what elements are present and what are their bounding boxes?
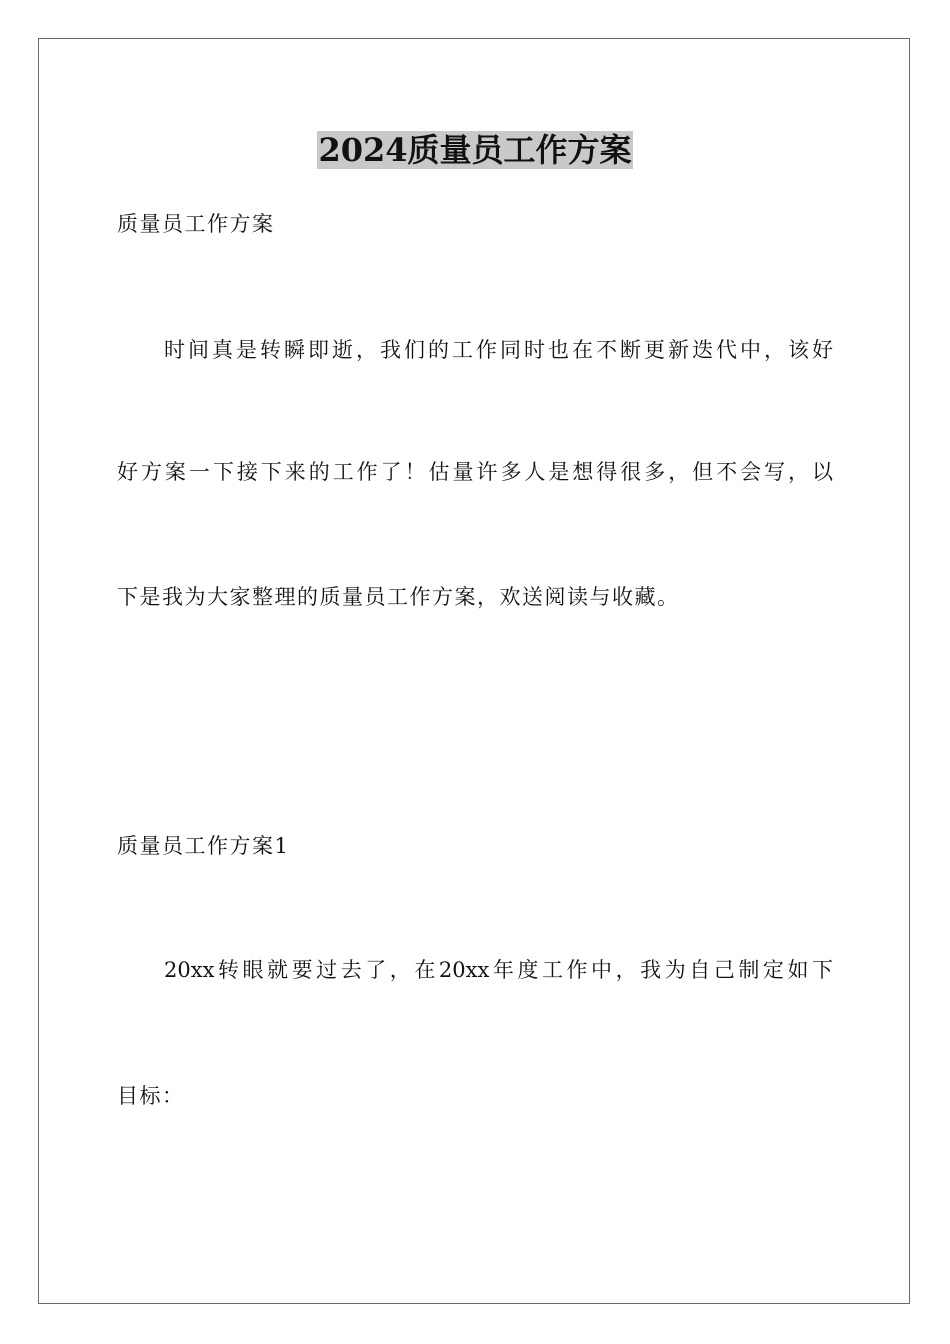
intro-line-1: 时间真是转瞬即逝，我们的工作同时也在不断更新迭代中，该好	[164, 338, 833, 362]
section-1-line-1: 20xx转眼就要过去了，在20xx年度工作中，我为自己制定如下	[164, 958, 833, 982]
document-title-text: 2024质量员工作方案	[318, 131, 632, 169]
document-subtitle: 质量员工作方案	[117, 212, 275, 236]
intro-line-2: 好方案一下接下来的工作了！估量许多人是想得很多，但不会写，以	[117, 460, 833, 484]
document-title	[0, 128, 950, 172]
section-1-line-2: 目标：	[117, 1084, 185, 1108]
section-1-heading: 质量员工作方案1	[117, 834, 290, 858]
intro-line-3: 下是我为大家整理的质量员工作方案，欢送阅读与收藏。	[117, 585, 680, 609]
